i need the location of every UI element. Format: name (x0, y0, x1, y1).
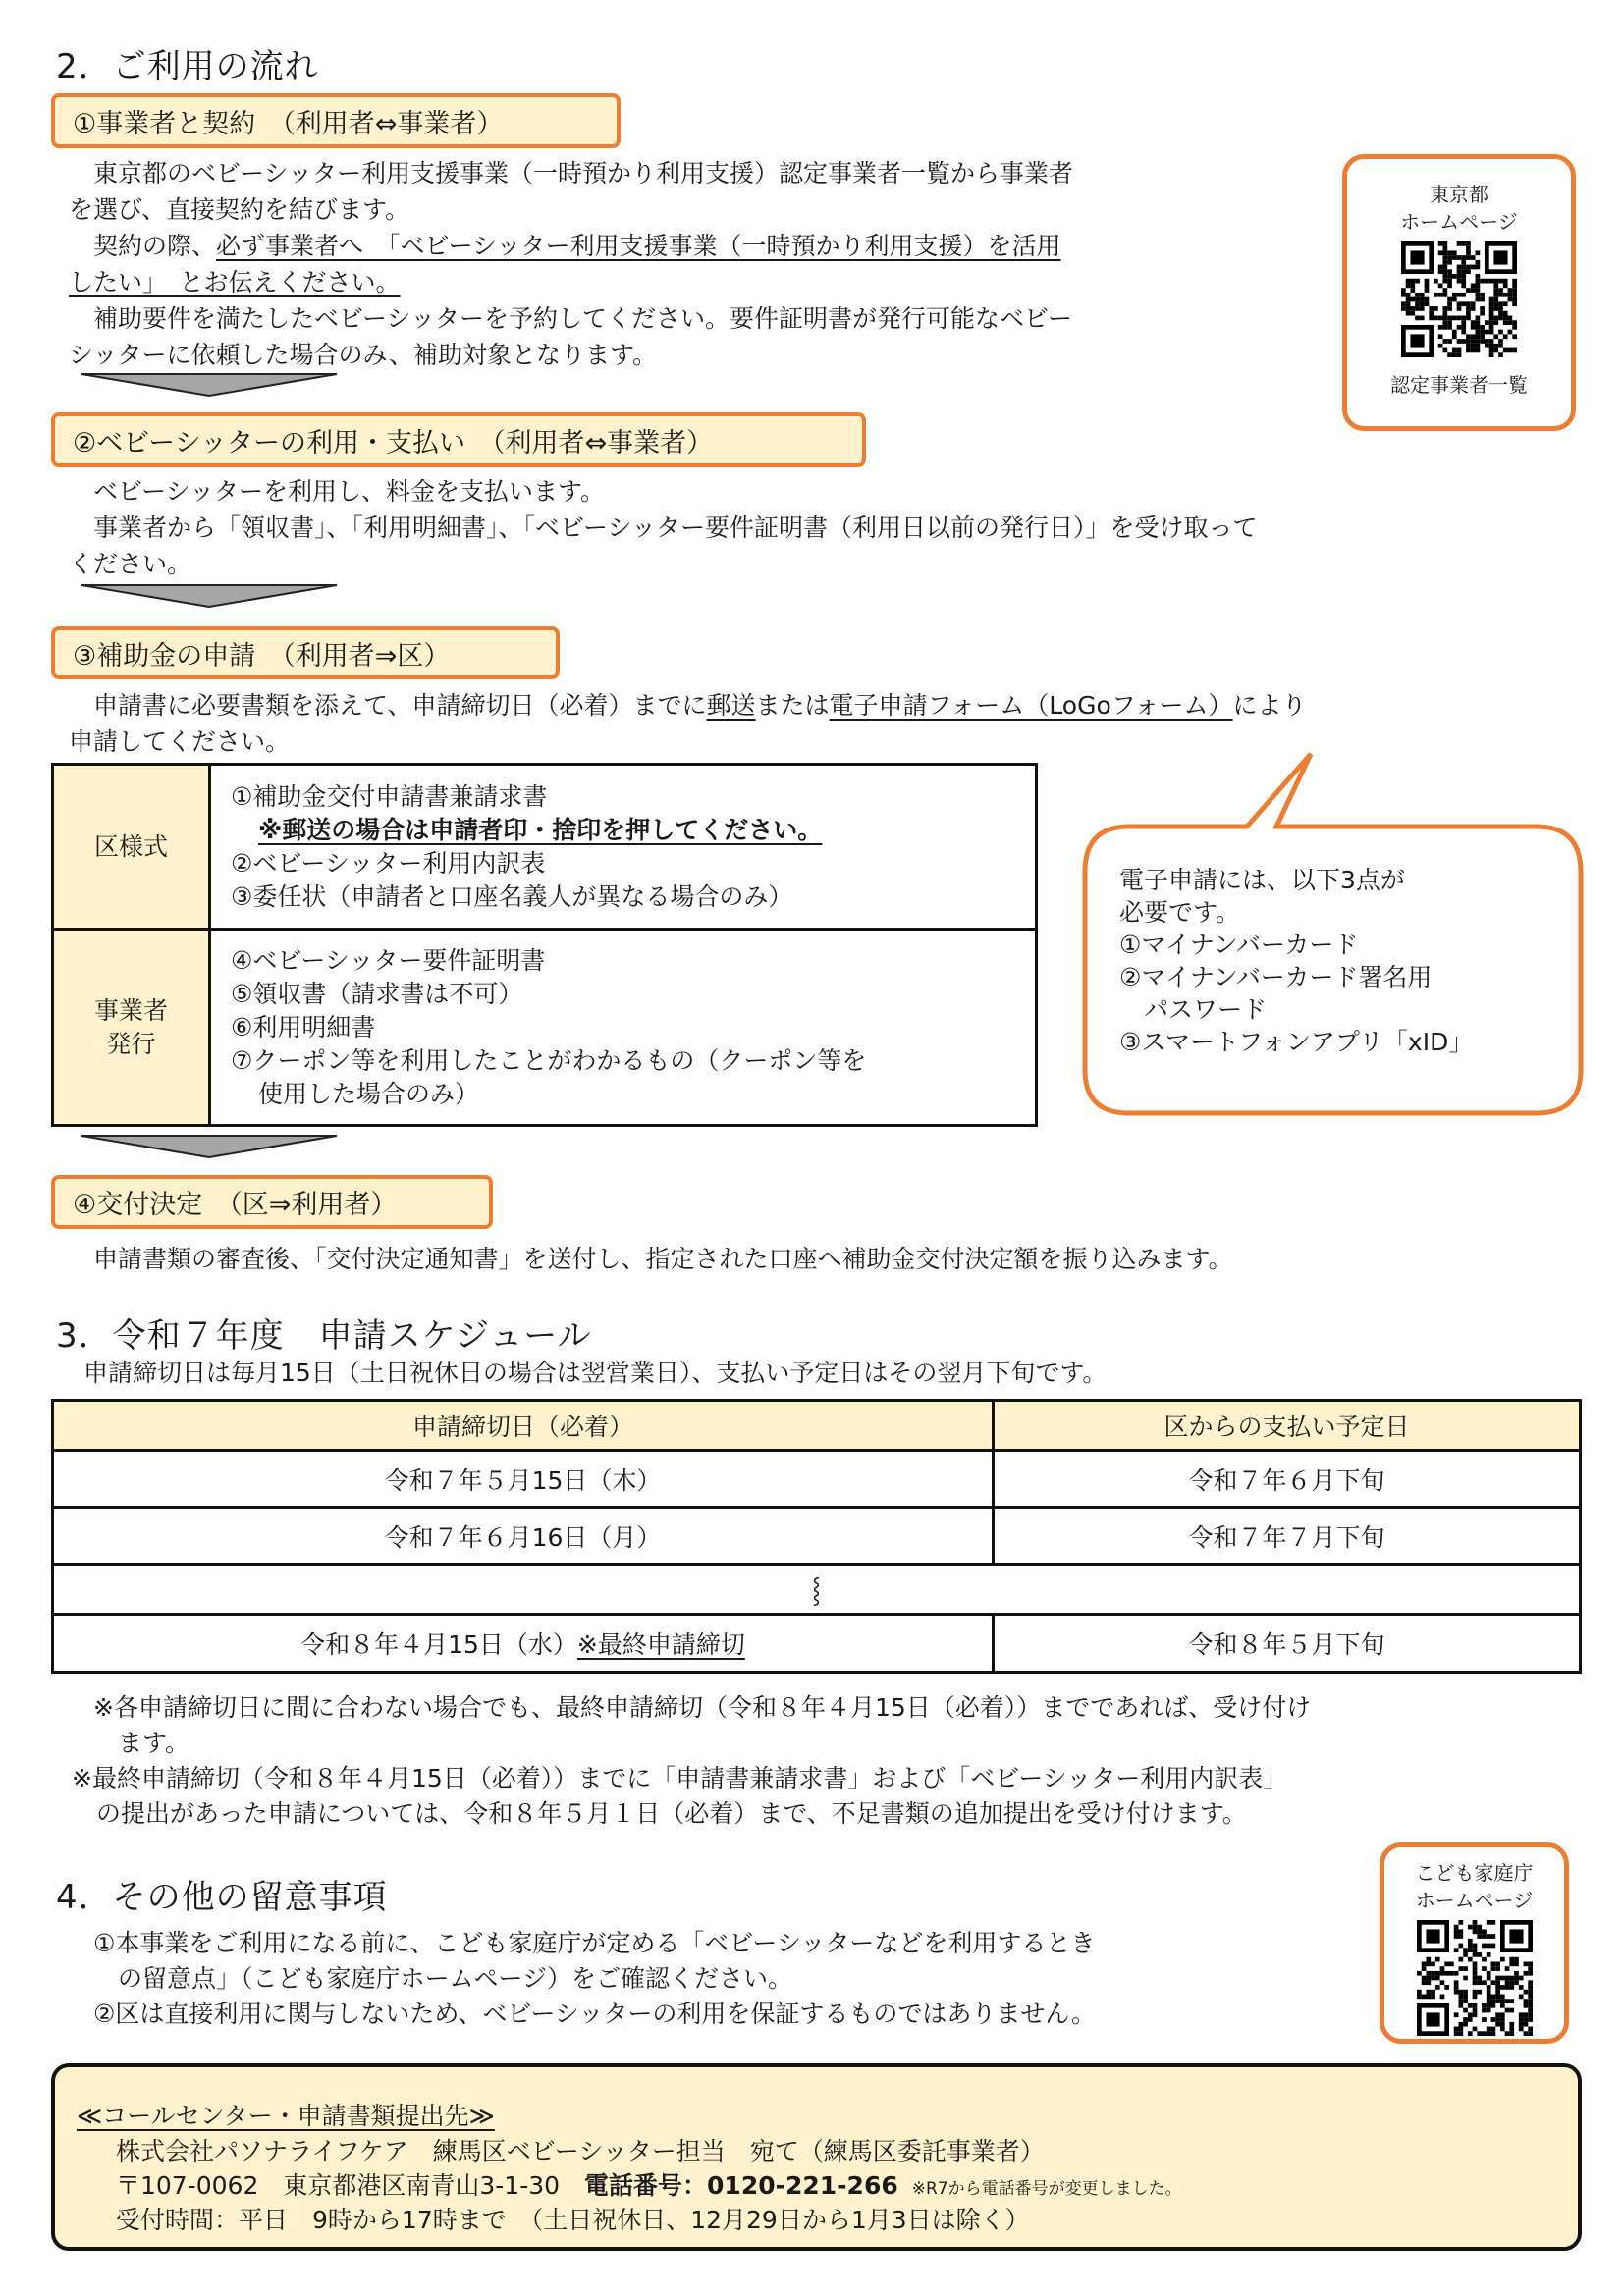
contact-box (51, 2063, 1582, 2251)
table-row (53, 1451, 1581, 1508)
contact-hours: 受付時間：平日 9時から17時まで （土日祝休日、12月29日から1月3日は除く） (116, 2206, 1030, 2234)
step3-line: 申請してください。 (69, 727, 291, 756)
step1-line: 東京都のベビーシッター利用支援事業（一時預かり利用支援）認定事業者一覧から事業者 (69, 159, 1074, 187)
step3-text-a: 申請書に必要書類を添えて、申請締切日（必着）までに (69, 691, 707, 720)
flow-arrow-icon (81, 1135, 338, 1158)
qr-box-kodomo (1380, 1842, 1569, 2044)
schedule-deadline (53, 1615, 994, 1673)
footnote-line: ※最終申請締切（令和８年４月15日（必着））までに「申請書兼請求書」および「ベビーシッター利用内訳表」 (72, 1764, 1288, 1792)
docs-header-label: 事業者 (93, 995, 168, 1025)
contact-address-line (116, 2166, 1182, 2202)
flow-arrow-icon (81, 584, 338, 608)
schedule-footnotes (72, 1690, 1312, 1832)
step2-box (51, 412, 866, 467)
step3-line (69, 687, 1307, 723)
schedule-note: 申請締切日は毎月15日（土日祝休日の場合は翌営業日）、支払い予定日はその翌月下旬です。 (59, 1359, 1108, 1387)
table-row (53, 1401, 1581, 1451)
doc-item: ⑦クーポン等を利用したことがわかるもの（クーポン等を (231, 1045, 867, 1075)
step2-label: ②ベビーシッターの利用・支払い （利用者⇔事業者） (73, 427, 714, 458)
schedule-header-payment: 区からの支払い予定日 (994, 1401, 1581, 1451)
schedule-payment: 令和７年６月下旬 (994, 1451, 1581, 1508)
doc-item: ②ベビーシッター利用内訳表 (231, 848, 546, 878)
callout-line: 必要です。 (1119, 898, 1241, 927)
schedule-final-date: 令和８年４月15日（水） (300, 1630, 577, 1659)
step2-line: ベビーシッターを利用し、料金を支払います。 (69, 477, 606, 506)
note-item: ②区は直接利用に関与しないため、ベビーシッターの利用を保証するものではありません。 (93, 2000, 1096, 2028)
doc-item: ③委任状（申請者と口座名義人が異なる場合のみ） (231, 881, 793, 911)
footnote-line: ※各申請締切日に間に合わない場合でも、最終申請締切（令和８年４月15日（必着））までであれば、受け付け (93, 1693, 1312, 1722)
qr-code-icon[interactable] (1417, 1920, 1533, 2036)
section2-title: 2．ご利用の流れ (56, 47, 319, 86)
contact-address: 〒107-0062 東京都港区南青山3-1-30 (116, 2171, 585, 2200)
note-item: ①本事業をご利用になる前に、こども家庭庁が定める「ベビーシッターなどを利用するとき (93, 1929, 1096, 1957)
step3-eform-link[interactable]: 電子申請フォーム（LoGoフォーム） (829, 691, 1233, 720)
step2-text (69, 473, 1258, 582)
step4-label: ④交付決定 （区⇒利用者） (73, 1190, 398, 1220)
contact-company: 株式会社パソナライフケア 練馬区ベビーシッター担当 宛て（練馬区委託事業者） (116, 2137, 1045, 2165)
step1-line: シッターに依頼した場合のみ、補助対象となります。 (69, 341, 658, 369)
contact-phone-note: ※R7から電話番号が変更しました。 (911, 2179, 1182, 2199)
callout-line: ①マイナンバーカード (1119, 931, 1359, 959)
docs-header-label: 区様式 (93, 831, 168, 861)
qr-box-tokyo (1342, 154, 1576, 431)
step1-text (69, 155, 1073, 373)
step1-emphasis: 必ず事業者へ 「ベビーシッター利用支援事業（一時預かり利用支援）を活用 (216, 232, 1061, 260)
table-row (53, 1565, 1581, 1615)
schedule-payment: 令和８年５月下旬 (994, 1615, 1581, 1673)
required-documents-table (51, 763, 1038, 1127)
schedule-final-note: ※最終申請締切 (576, 1630, 745, 1659)
step1-line (69, 228, 1073, 264)
section3-title: 3．令和７年度 申請スケジュール (56, 1316, 592, 1356)
qr-tokyo-title-1: 東京都 (1430, 183, 1488, 206)
doc-item: 使用した場合のみ） (258, 1079, 480, 1108)
step3-text-c: または (755, 691, 830, 720)
callout-line: ③スマートフォンアプリ「xID」 (1119, 1028, 1474, 1056)
footnote-line: ます。 (93, 1729, 190, 1757)
table-row (53, 1615, 1581, 1673)
step2-line: ください。 (69, 550, 192, 578)
doc-item-note: ※郵送の場合は申請者印・捨印を押してください。 (258, 815, 823, 844)
doc-item: ①補助金交付申請書兼請求書 (231, 781, 548, 811)
doc-item: ⑤領収書（請求書は不可） (231, 979, 523, 1008)
docs-items-provider (210, 930, 1037, 1126)
step3-mail-link: 郵送 (706, 691, 756, 720)
schedule-payment: 令和７年７月下旬 (994, 1508, 1581, 1565)
qr-kodomo-title-2: ホームページ (1415, 1889, 1534, 1912)
step3-box (51, 626, 560, 679)
section4-title: 4．その他の留意事項 (56, 1878, 388, 1917)
docs-header-label: 発行 (106, 1029, 156, 1058)
flow-arrow-icon (81, 373, 338, 397)
step1-line: を選び、直接契約を結びます。 (69, 195, 410, 224)
table-row (53, 930, 1037, 1126)
step1-line: 補助要件を満たしたベビーシッターを予約してください。要件証明書が発行可能なベビー (69, 304, 1073, 333)
docs-items-ward (210, 765, 1037, 930)
step4-text: 申請書類の審査後、「交付決定通知書」を送付し、指定された口座へ補助金交付決定額を振り込みます。 (69, 1245, 1233, 1273)
table-row (53, 1508, 1581, 1565)
step4-box (51, 1175, 493, 1229)
callout-line: パスワード (1119, 995, 1268, 1024)
step1-box (51, 93, 621, 148)
step1-emphasis-cont: したい」 とお伝えください。 (69, 268, 401, 296)
step1-lead: 契約の際、 (69, 232, 217, 260)
qr-code-icon[interactable] (1401, 241, 1517, 357)
callout-line: ②マイナンバーカード署名用 (1119, 963, 1433, 991)
step3-label: ③補助金の申請 （利用者⇒区） (73, 640, 451, 671)
step1-label: ①事業者と契約 （利用者⇔事業者） (73, 108, 504, 139)
note-item: の留意点」（こども家庭庁ホームページ）をご確認ください。 (93, 1964, 793, 1993)
schedule-table (51, 1399, 1582, 1674)
contact-phone: 電話番号：0120-221-266 (584, 2171, 898, 2200)
qr-kodomo-title-1: こども家庭庁 (1415, 1861, 1534, 1885)
docs-header-ward (53, 765, 210, 930)
schedule-ellipsis: ⸾ (53, 1565, 1581, 1615)
table-row (53, 765, 1037, 930)
callout-line: 電子申請には、以下3点が (1119, 866, 1405, 894)
contact-heading: ≪コールセンター・申請書類提出先≫ (77, 2102, 495, 2130)
footnote-line: の提出があった申請については、令和８年５月１日（必着）まで、不足書類の追加提出を受け付けます。 (72, 1799, 1247, 1828)
step2-line: 事業者から「領収書」、「利用明細書」、「ベビーシッター要件証明書（利用日以前の発行日）」を受け取って (69, 513, 1258, 542)
step3-text-e: により (1232, 691, 1307, 720)
docs-header-provider (53, 930, 210, 1126)
doc-item: ⑥利用明細書 (231, 1012, 376, 1041)
qr-tokyo-caption: 認定事業者一覧 (1390, 373, 1528, 397)
notes-list (93, 1926, 1096, 2032)
schedule-header-deadline: 申請締切日（必着） (53, 1401, 994, 1451)
schedule-deadline: 令和７年６月16日（月） (53, 1508, 994, 1565)
callout-text (1119, 864, 1473, 1058)
doc-item: ④ベビーシッター要件証明書 (231, 945, 546, 975)
schedule-deadline: 令和７年５月15日（木） (53, 1451, 994, 1508)
qr-tokyo-title-2: ホームページ (1400, 210, 1518, 234)
